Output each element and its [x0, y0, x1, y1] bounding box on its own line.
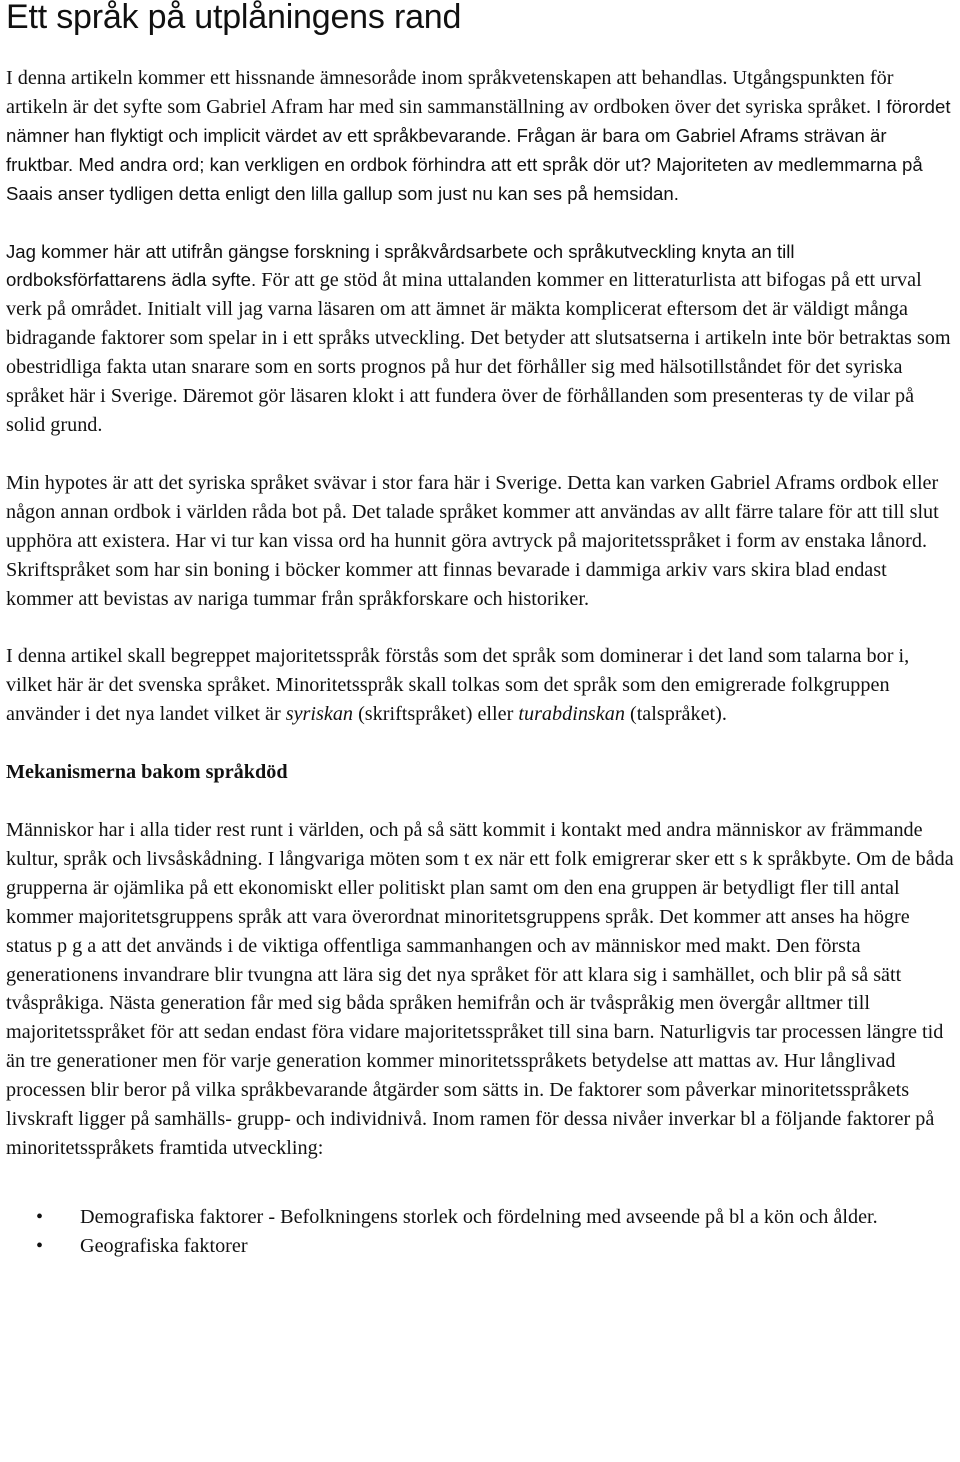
- list-item: [6, 1203, 956, 1232]
- paragraph-4-text-1: I denna artikel skall begreppet majoritetsspråk förstås som det språk som dominerar i det land som talarna bor i, vilket här är det svenska språket. Minoritetsspråk skall tolkas som det språk som den emigrerade folkgruppen använder i det nya landet vilket är: [6, 645, 910, 726]
- paragraph-2-text-2: För att ge stöd åt mina uttalanden kommer en litteraturlista att bifogas på ett urval verk på området. Initialt vill jag varna läsaren om att ämnet är mäkta komplicerat eftersom det är väldigt många bidragande faktorer som spelar in i ett språks utveckling. Det betyder att slutsatserna i artikeln inte bör betraktas som obestridliga fakta utan snarare som en sorts prognos på hur det förhåller sig med hälsotillståndet för det syriska språket här i Sverige. Däremot gör läsaren klokt i att fundera över de förhållanden som presenteras ty de vilar på solid grund.: [6, 269, 951, 436]
- paragraph-1-text-3: Frågan är bara om Gabriel Aframs strävan är fruktbar.: [6, 124, 887, 175]
- list-item-text: Demografiska faktorer - Befolkningens storlek och fördelning med avseende på bl a kön och ålder.: [80, 1205, 878, 1228]
- list-item-text: Geografiska faktorer: [80, 1234, 248, 1257]
- section-heading: Mekanismerna bakom språkdöd: [6, 761, 288, 784]
- paragraph-1-text-4: Med andra ord; kan verkligen en ordbok förhindra att ett språk dör ut? Majoriteten av medlemmarna på Saais anser tydligen detta enligt den lilla gallup som just nu kan ses på hemsidan.: [6, 153, 923, 204]
- paragraph-3-text-1: Min hypotes är att det syriska språket svävar i stor fara här i Sverige. Detta kan varken Gabriel Aframs ordbok eller någon annan ordbok i världen råda bot på. Det talade språket kommer att användas av allt färre talare för att till slut upphöra att existera. Har vi tur kan vissa ord ha hunnit göra avtryck på majoritetsspråket i form av enstaka lånord. Skriftspråket som har sin boning i böcker kommer att finnas bevarade i dammiga arkiv vars skira blad endast kommer att bevistas av nariga tummar från språkforskare och historiker.: [6, 471, 939, 610]
- article-title: Ett språk på utplåningens rand: [6, 0, 462, 36]
- paragraph-4-text-3: (talspråket).: [624, 703, 727, 726]
- paragraph-1-text-1: I denna artikeln kommer ett hissnande ämnesoråde inom språkvetenskapen att behandlas. Utgångspunkten för artikeln är det syfte som Gabriel Afram har med sin sammanställning av ordboken över det syriska språket.: [6, 67, 894, 118]
- bullet-icon: •: [36, 1234, 44, 1257]
- paragraph-2-text-1: Jag kommer här att utifrån gängse forskning i språkvårdsarbete och språkutveckling knyta an till ordboksförfattarens ädla syfte.: [6, 240, 795, 291]
- paragraph-1: [6, 64, 956, 209]
- paragraph-1-text-2: I förordet nämner han flyktigt och implicit värdet av ett språkbevarande.: [6, 95, 951, 146]
- factor-list: [6, 1203, 956, 1261]
- section-paragraph: Människor har i alla tider rest runt i världen, och på så sätt kommit i kontakt med andra människor av främmande kultur, språk och livsåskådning. I långvariga möten som t ex när ett folk emigrerar sker ett s k språkbyte. Om de båda grupperna är ojämlika på ett ekonomiskt eller politiskt plan samt om den ena gruppen är betydligt fler till antal kommer majoritetsgruppens språk att vara överordnat minoritetsgruppens språk. Det kommer att anses ha högre status p g a att det används i de viktiga offentliga sammanhangen och av människor med makt. Den första generationens invandrare blir tvungna att lära sig det nya språket för att klara sig i samhället, och blir på så sätt tvåspråkiga. Nästa generation får med sig båda språken hemifrån och är tvåspråkig men övergår alltmer till majoritetsspråket för att sedan endast föra vidare majoritetsspråket till sina barn. Naturligvis tar processen längre tid än tre generationer men för varje generation kommer minoritetsspråkets betydelse att mattas av. Hur långlivad processen blir beror på vilka språkbevarande åtgärder som sätts in. De faktorer som påverkar minoritetsspråkets livskraft ligger på samhälls- grupp- och individnivå. Inom ramen för dessa nivåer inverkar bl a följande faktorer på minoritetsspråkets framtida utveckling:: [6, 819, 954, 1159]
- paragraph-4-italic-syriskan: syriskan: [285, 703, 354, 726]
- article-page: [6, 0, 956, 1261]
- paragraph-4: [6, 642, 956, 729]
- paragraph-4-italic-turabdinskan: turabdinskan: [518, 703, 625, 726]
- paragraph-4-text-2: (skriftspråket) eller: [353, 703, 519, 726]
- bullet-icon: •: [36, 1205, 44, 1228]
- paragraph-3: [6, 469, 956, 614]
- paragraph-2: [6, 238, 956, 440]
- list-item: [6, 1232, 956, 1261]
